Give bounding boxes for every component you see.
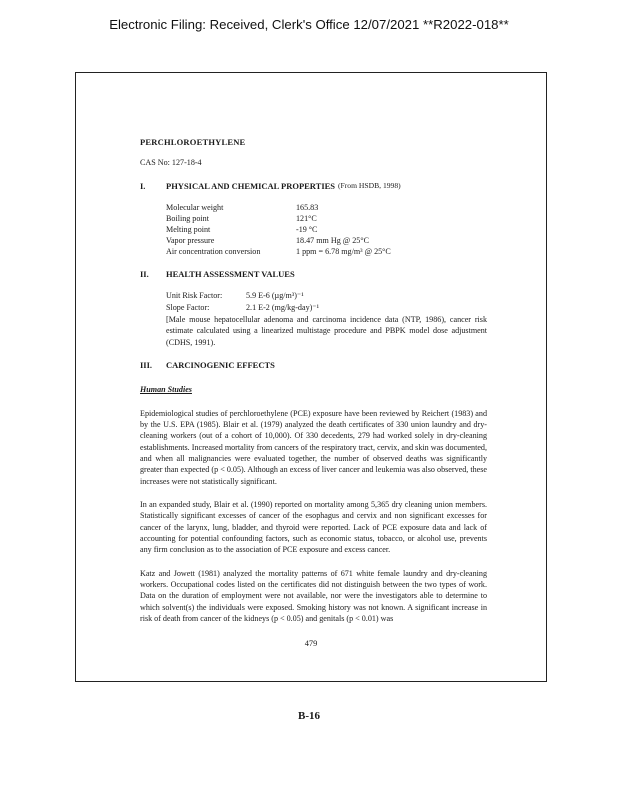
slope-factor-row bbox=[166, 302, 487, 313]
section-title: CARCINOGENIC EFFECTS bbox=[166, 360, 275, 371]
section-number: III. bbox=[140, 360, 153, 371]
property-value: 18.47 mm Hg @ 25°C bbox=[296, 236, 369, 246]
property-row bbox=[166, 246, 487, 257]
cas-number: CAS No: 127-18-4 bbox=[140, 158, 202, 168]
property-label: Molecular weight bbox=[166, 202, 224, 212]
paragraph: In an expanded study, Blair et al. (1990) reported on mortality among 5,365 dry cleaning union members. Statistically significant excesses of cancer of the esophagus and cervix and non significant excesses for cancer of the larynx, lung, bladder, and thyroid were reported. Lack of PCE exposure data and lack of accounting for potential confounding factors, such as economic status, tobacco, or alcohol use, prevents any firm conclusion as to the association of PCE exposure and excess cancer. bbox=[140, 499, 487, 555]
paragraph: Epidemiological studies of perchloroethylene (PCE) exposure have been reviewed by Reichert (1983) and by the U.S. EPA (1985). Blair et al. (1979) analyzed the death certificates of 330 union laundry and dry-cleaning workers (out of a cohort of 10,000). Of 330 decedents, 279 had worked solely in dry-cleaning establishments. Increased mortality from cancers of the respiratory tract, cervix, and skin was documented, and when all malignancies were evaluated together, the number of observed deaths was significantly greater than expected (p < 0.05). Although an excess of liver cancer and leukemia was also observed, these increases were not statistically significant. bbox=[140, 408, 487, 486]
section-number: II. bbox=[140, 269, 149, 280]
appendix-page-label: B-16 bbox=[298, 710, 320, 722]
section-title: HEALTH ASSESSMENT VALUES bbox=[166, 269, 295, 280]
human-studies-heading: Human Studies bbox=[140, 385, 192, 395]
property-row bbox=[166, 213, 487, 224]
property-value: 121°C bbox=[296, 213, 317, 223]
filing-header: Electronic Filing: Received, Clerk's Office 12/07/2021 **R2022-018** bbox=[109, 17, 509, 32]
section-source-note: (From HSDB, 1998) bbox=[338, 180, 401, 190]
property-label: Melting point bbox=[166, 224, 211, 234]
section-number: I. bbox=[140, 180, 146, 191]
property-row bbox=[166, 224, 487, 235]
section-heading-carcinogenic bbox=[140, 360, 487, 371]
health-values bbox=[166, 290, 487, 348]
page-number: 479 bbox=[304, 639, 318, 648]
slope-factor-label: Slope Factor: bbox=[166, 302, 210, 312]
paragraph: Katz and Jowett (1981) analyzed the mortality patterns of 671 white female laundry and dry-cleaning workers. Occupational codes listed on the certificates did not distinguish between the two types of work. Data on the duration of employment were not available, nor were the investigators able to determine to which solvent(s) the individuals were exposed. Smoking history was not known. A significant increase in risk of death from cancer of the kidneys (p < 0.05) and genitals (p < 0.01) was bbox=[140, 568, 487, 623]
property-row bbox=[166, 235, 487, 246]
chemical-title: PERCHLOROETHYLENE bbox=[140, 137, 246, 147]
unit-risk-label: Unit Risk Factor: bbox=[166, 291, 223, 301]
property-label: Air concentration conversion bbox=[166, 247, 261, 257]
unit-risk-row bbox=[166, 290, 487, 301]
property-value: -19 °C bbox=[296, 224, 318, 234]
document-page bbox=[75, 72, 547, 682]
unit-risk-value: 5.9 E-6 (µg/m³)⁻¹ bbox=[246, 291, 304, 301]
section-title: PHYSICAL AND CHEMICAL PROPERTIES bbox=[166, 180, 336, 191]
property-row bbox=[166, 202, 487, 213]
risk-note: [Male mouse hepatocellular adenoma and carcinoma incidence data (NTP, 1986), cancer risk estimate calculated using a linearized multistage procedure and PBPK model dose adjustment (CDHS, 1991). bbox=[166, 315, 487, 347]
property-label: Boiling point bbox=[166, 213, 209, 223]
property-label: Vapor pressure bbox=[166, 236, 215, 246]
property-value: 1 ppm = 6.78 mg/m³ @ 25°C bbox=[296, 247, 391, 257]
slope-factor-value: 2.1 E-2 (mg/kg-day)⁻¹ bbox=[246, 302, 320, 312]
page-content bbox=[140, 137, 487, 624]
section-heading-health bbox=[140, 269, 487, 280]
property-value: 165.83 bbox=[296, 202, 319, 212]
section-heading-physical bbox=[140, 181, 487, 192]
properties-table bbox=[166, 202, 487, 258]
